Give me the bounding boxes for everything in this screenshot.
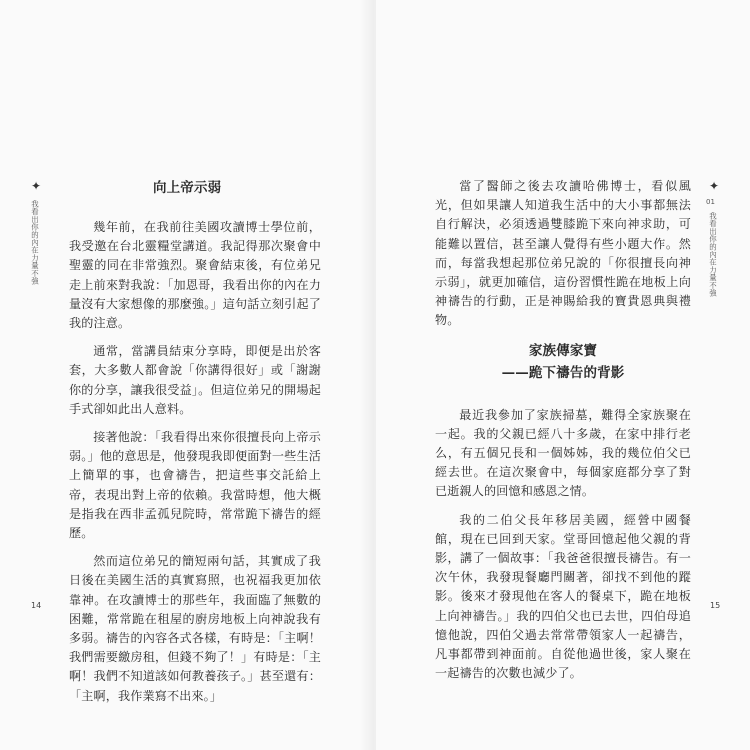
chapter-number: 01 xyxy=(706,198,715,206)
right-text-block xyxy=(435,177,691,692)
left-paragraph-3: 接著他說：「我看得出來你很擅長向上帝示弱。」他的意思是，他發現我即便面對一些生活上簡單的事，也會禱告，把這些事交託給上帝，表現出對上帝的依賴。我當時想，他大概是指我在西非孟孤兒院時，常常跪下禱告的經歷。 xyxy=(69,430,321,541)
page-number-right: 15 xyxy=(710,601,721,610)
right-paragraph-2: 我的二伯父長年移居美國，經營中國餐館，現在已回到天家。堂哥回憶起他父親的背影，講了一個故事：「我爸爸很擅長禱告。有一次午休，我發現餐廳門關著，卻找不到他的蹤影。後來才發現他在客人的餐桌下，跪在地板上向神禱告。」我的四伯父也已去世，四伯母追憶他說，四伯父過去常常帶領家人一起禱告，凡事都帶到神面前。自從他過世後，家人聚在一起禱告的次數也減少了。 xyxy=(435,512,691,681)
left-paragraph-2: 通常，當講員結束分享時，即便是出於客套，大多數人都會說「你講得很好」或「謝謝你的分享，讓我很受益」。但這位弟兄的開場起手式卻如此出人意料。 xyxy=(69,344,321,416)
star-ornament-icon: ✦ xyxy=(30,179,42,193)
section-title-line-1: 家族傳家寶 xyxy=(528,342,598,359)
section-title-line-2: ——跪下禱告的背影 xyxy=(501,364,625,381)
right-paragraph-1: 最近我參加了家族掃墓，難得全家族聚在一起。我的父親已經八十多歲，在家中排行老么，有五個兄長和一個姊姊，我的幾位伯父已經去世。在這次聚會中，每個家庭都分享了對已逝親人的回憶和感恩之情。 xyxy=(435,407,691,499)
star-ornament-icon: ✦ xyxy=(708,179,720,193)
left-page xyxy=(0,0,374,750)
right-page xyxy=(376,0,750,750)
left-paragraph-1: 幾年前，在我前往美國攻讀博士學位前，我受邀在台北靈糧堂講道。我記得那次聚會中聖靈的同在非常強烈。聚會結束後，有位弟兄走上前來對我說：「加恩哥，我看出你的內在力量沒有大家想像的那麼強。」這句話立刻引起了我的注意。 xyxy=(69,220,321,331)
page-number-left: 14 xyxy=(31,601,42,610)
right-intro-paragraph: 當了醫師之後去攻讀哈佛博士，看似風光，但如果讓人知道我生活中的大小事都無法自行解決，必須透過雙膝跪下來向神求助，可能難以置信，甚至讓人覺得有些小題大作。然而，每當我想起那位弟兄說的「你很擅長向神示弱」，就更加確信，這份習慣性跪在地板上向神禱告的行動，正是神賜給我的寶貴恩典與禮物。 xyxy=(435,179,691,328)
left-text-block xyxy=(69,179,321,715)
section-title-block xyxy=(435,340,691,384)
running-head-right: 我看出你的內在力量不強 xyxy=(708,212,718,297)
section-title: 向上帝示弱 xyxy=(153,180,222,196)
left-paragraph-4: 然而這位弟兄的簡短兩句話，其實成了我日後在美國生活的真實寫照，也祝福我更加依靠神。在攻讀博士的那些年，我面臨了無數的困難，常常跪在租屋的廚房地板上向神說我有多弱。禱告的內容各式各樣，有時是：「主啊！我們需要繳房租，但錢不夠了！」有時是：「主啊！我們不知道該如何教養孩子。」甚至還有：「主啊，我作業寫不出來。」 xyxy=(69,554,321,703)
running-head-left: 我看出你的內在力量不強 xyxy=(30,200,40,285)
